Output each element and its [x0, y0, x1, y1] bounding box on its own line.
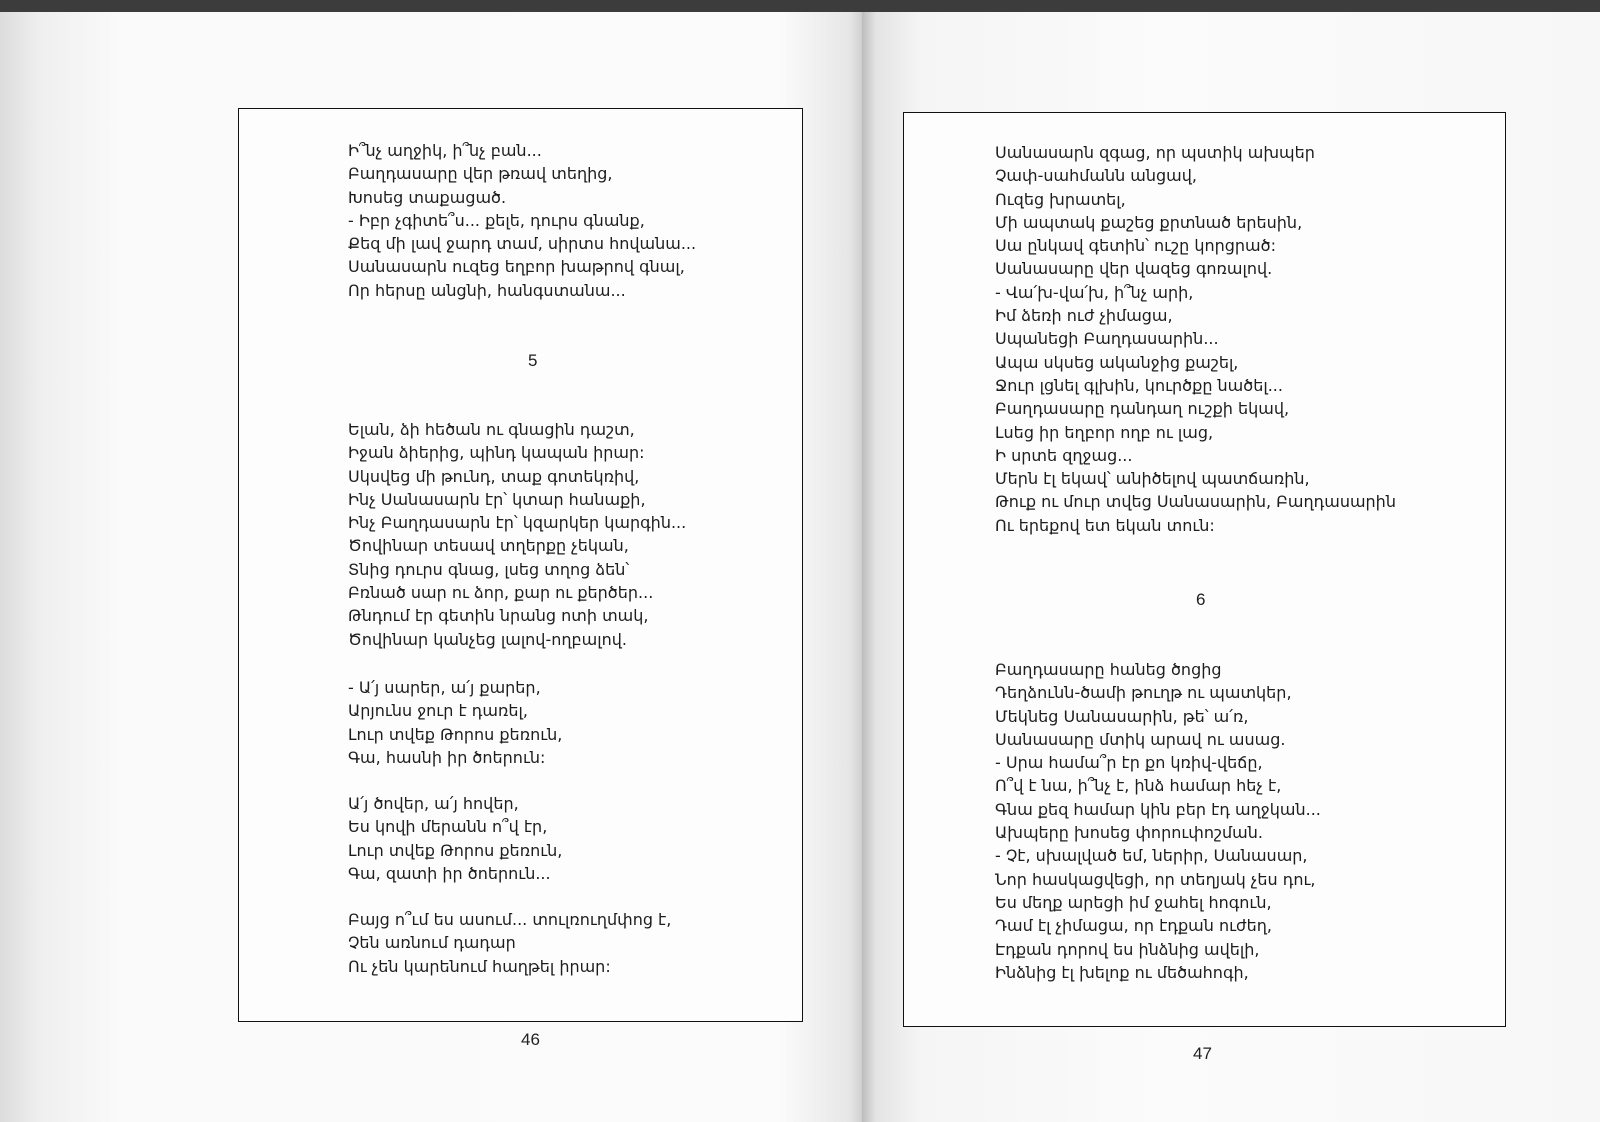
text-line: Ուզեց խրատել,: [995, 189, 1126, 209]
left-page: [0, 12, 862, 1122]
text-line: Իմ ձեռի ուժ չիմացա,: [995, 306, 1173, 326]
text-line: Լսեց իր եղբոր ողբ ու լաց,: [995, 422, 1214, 442]
text-line: Մերն էլ եկավ՝ անիծելով պատճառին,: [995, 469, 1310, 489]
text-line: Չափ-սահմանն անցավ,: [995, 166, 1197, 186]
right-page: [862, 12, 1600, 1122]
text-line: Ես կովի մերանն ո՞վ էր,: [348, 817, 548, 837]
text-line: Սանասարը մտիկ արավ ու ասաց.: [995, 729, 1286, 749]
text-line: Տնից դուրս գնաց, լսեց տղոց ձեն՝: [348, 559, 630, 579]
left-stanza-3: [348, 792, 562, 885]
text-line: Սկսվեց մի թունդ, տաք գոտեկռիվ,: [348, 466, 640, 486]
text-line: Մի ապտակ քաշեց քրտնած երեսին,: [995, 212, 1303, 232]
text-line: Խոսեց տաքացած.: [348, 187, 507, 207]
right-stanza-1: [995, 658, 1321, 984]
text-line: Որ հերսը անցնի, հանգստանա...: [348, 280, 626, 300]
text-line: Ինչ Սանասարն էր՝ կտար հանաքի,: [348, 489, 646, 509]
left-stanza-1: [348, 418, 686, 651]
text-line: Ծովինար տեսավ տղերքը չեկան,: [348, 536, 629, 556]
text-line: Բայց ո՞ւմ ես ասում... տուլռուղմփոց է,: [348, 910, 672, 929]
text-line: Սանասարն ուզեց եղբոր խաթրով գնալ,: [348, 257, 685, 277]
text-line: Բաղդասարը դանդաղ ուշքի եկավ,: [995, 399, 1290, 419]
text-line: Նոր հասկացվեցի, որ տեղյակ չես դու,: [995, 869, 1316, 889]
text-line: Սանասարը վեր վազեց գոռալով.: [995, 259, 1273, 279]
text-line: - Ա՛յ սարեր, ա՛յ քարեր,: [348, 678, 541, 697]
page-number: 46: [521, 1030, 540, 1049]
text-line: Քեզ մի լավ ջարդ տամ, սիրտս հովանա...: [348, 234, 697, 254]
text-line: - Վա՛խ-վա՛խ, ի՞նչ արի,: [995, 282, 1194, 302]
text-line: Ապա սկսեց ականջից քաշել,: [995, 352, 1239, 372]
text-line: Էդքան դորով ես ինձնից ավելի,: [995, 939, 1260, 959]
page-number: 47: [1193, 1044, 1212, 1063]
section-number: 5: [528, 351, 538, 370]
text-line: Ո՞վ է նա, ի՞նչ է, ինձ համար հեչ է,: [995, 776, 1282, 796]
section-number: 6: [1196, 590, 1206, 609]
text-line: Լուր տվեք Թորոս քեռուն,: [348, 840, 563, 860]
text-line: Ի սրտե զղջաց...: [995, 445, 1133, 465]
text-line: Ու չեն կարենում հաղթել իրար:: [348, 956, 611, 976]
text-line: Ախպերը խոսեց փորուփոշման.: [995, 823, 1263, 843]
left-top-lines: [348, 139, 696, 302]
text-line: Գա, զատի իր ծոերուն...: [348, 863, 551, 883]
text-line: Ի՞նչ աղջիկ, ի՞նչ բան...: [348, 141, 542, 160]
text-line: Դամ էլ չիմացա, որ էդքան ուժեղ,: [995, 916, 1272, 936]
text-line: Սա ընկավ գետին՝ ուշը կորցրած:: [995, 236, 1276, 256]
text-line: Ջուր լցնել գլխին, կուրծքը նածել...: [995, 375, 1283, 395]
text-line: Սանասարն զգաց, որ պստիկ ախպեր: [995, 143, 1315, 162]
text-line: Բաղդասարը վեր թռավ տեղից,: [348, 164, 613, 184]
text-line: - Չէ, սխալված եմ, ներիր, Սանասար,: [995, 846, 1308, 866]
text-line: Ու երեքով ետ եկան տուն:: [995, 515, 1215, 535]
text-line: Իջան ձիերից, պինդ կապան իրար:: [348, 443, 645, 463]
text-line: Թնդում էր գետին նրանց ոտի տակ,: [348, 606, 649, 626]
text-line: Բաղդասարը հանեց ծոցից: [995, 660, 1222, 679]
text-line: Գա, հասնի իր ծոերուն:: [348, 747, 546, 767]
text-line: Սպանեցի Բաղդասարին...: [995, 329, 1219, 349]
text-line: Ա՛յ ծովեր, ա՛յ հովեր,: [348, 794, 519, 813]
text-line: - Իբր չգիտե՞ս... քելե, դուրս գնանք,: [348, 210, 645, 230]
text-line: Թուք ու մուր տվեց Սանասարին, Բաղդասարին: [995, 492, 1396, 512]
left-stanza-2: [348, 676, 562, 769]
text-line: Ինչ Բաղդասարն էր՝ կզարկեր կարգին...: [348, 513, 687, 533]
text-line: Ես մեղք արեցի իմ ջահել հոգուն,: [995, 892, 1272, 912]
text-line: - Սրա համա՞ր էր քո կռիվ-վեճը,: [995, 753, 1263, 773]
text-line: Բռնած սար ու ձոր, քար ու քերծեր...: [348, 583, 654, 603]
text-line: Չեն առնում դադար: [348, 933, 516, 953]
text-line: Մեկնեց Սանասարին, թե՝ ա՛ռ,: [995, 706, 1249, 726]
text-line: Ելան, ձի հեծան ու գնացին դաշտ,: [348, 420, 635, 439]
left-stanza-4: [348, 908, 671, 978]
text-line: Դեղձունն-ծամի թուղթ ու պատկեր,: [995, 683, 1292, 703]
text-line: Ծովինար կանչեց լալով-ողբալով.: [348, 629, 627, 649]
right-top-lines: [995, 141, 1396, 537]
text-line: Լուր տվեք Թորոս քեռուն,: [348, 724, 563, 744]
text-line: Արյունս ջուր է դառել,: [348, 701, 528, 721]
text-line: Ինձնից էլ խելոք ու մեծահոգի,: [995, 962, 1249, 982]
text-line: Գնա քեզ համար կին բեր էդ աղջկան...: [995, 799, 1321, 819]
